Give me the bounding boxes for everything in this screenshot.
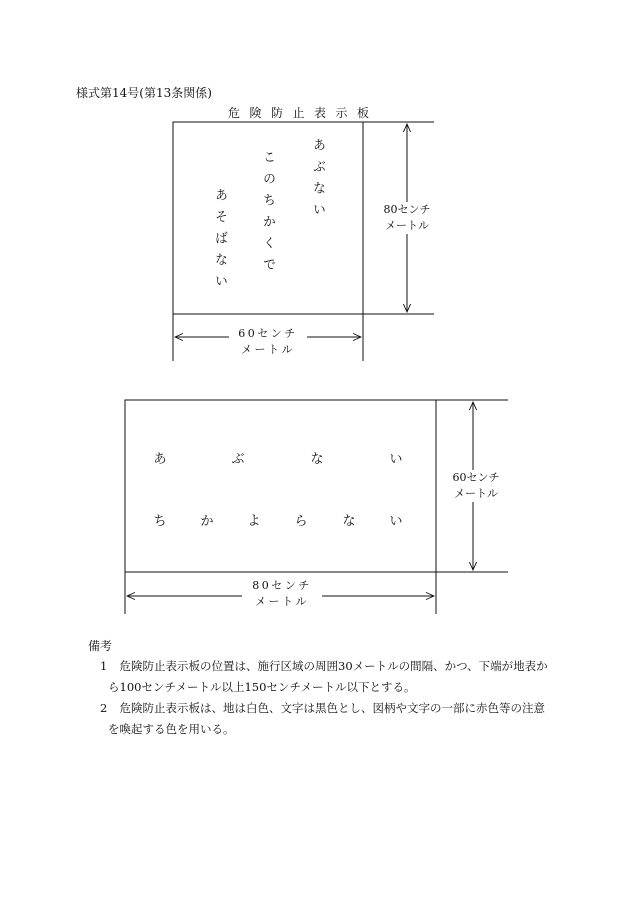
sign2-row2-char: か xyxy=(200,514,214,529)
sign2-row2-char: よ xyxy=(247,514,261,529)
sign2-row2-char: ち xyxy=(153,514,167,529)
sign1-column-2: このちかくで xyxy=(260,150,275,279)
note-item-2 xyxy=(100,698,552,740)
note-text: 危険防止表示板は、地は白色、文字は黒色とし、図柄や文字の一部に赤色等の注意を喚起する色を用いる。 xyxy=(108,701,545,736)
form-title: 様式第14号(第13条関係) xyxy=(76,86,212,100)
sign2-row1-char: あ xyxy=(153,452,167,467)
sign2-row1-char: な xyxy=(310,452,324,467)
note-number: 2 xyxy=(100,701,108,715)
notes-heading: 備考 xyxy=(88,639,113,653)
sign2-board xyxy=(125,400,436,572)
sign2-row1-char: い xyxy=(389,452,403,467)
note-item-1 xyxy=(100,656,552,698)
sign2-height-label: 60センチ メートル xyxy=(444,470,508,502)
sign2-row2-char: い xyxy=(389,514,403,529)
sign1-title: 危険防止表示板 xyxy=(228,106,379,120)
sign1-width-label: 60センチ メートル xyxy=(229,326,307,358)
sign2-row1-char: ぶ xyxy=(231,452,245,467)
sign1-column-3: あそばない xyxy=(212,188,227,296)
note-number: 1 xyxy=(100,659,108,673)
sign2-width-label: 80センチ メートル xyxy=(242,578,322,610)
note-text: 危険防止表示板の位置は、施行区域の周囲30メートルの間隔、かつ、下端が地表から100センチメートル以上150センチメートル以下とする。 xyxy=(108,659,548,694)
sign1-height-label: 80センチ メートル xyxy=(376,202,438,234)
sign1-column-1: あぶない xyxy=(310,138,325,224)
sign2-row2-char: ら xyxy=(294,514,308,529)
sign2-row2-char: な xyxy=(342,514,356,529)
